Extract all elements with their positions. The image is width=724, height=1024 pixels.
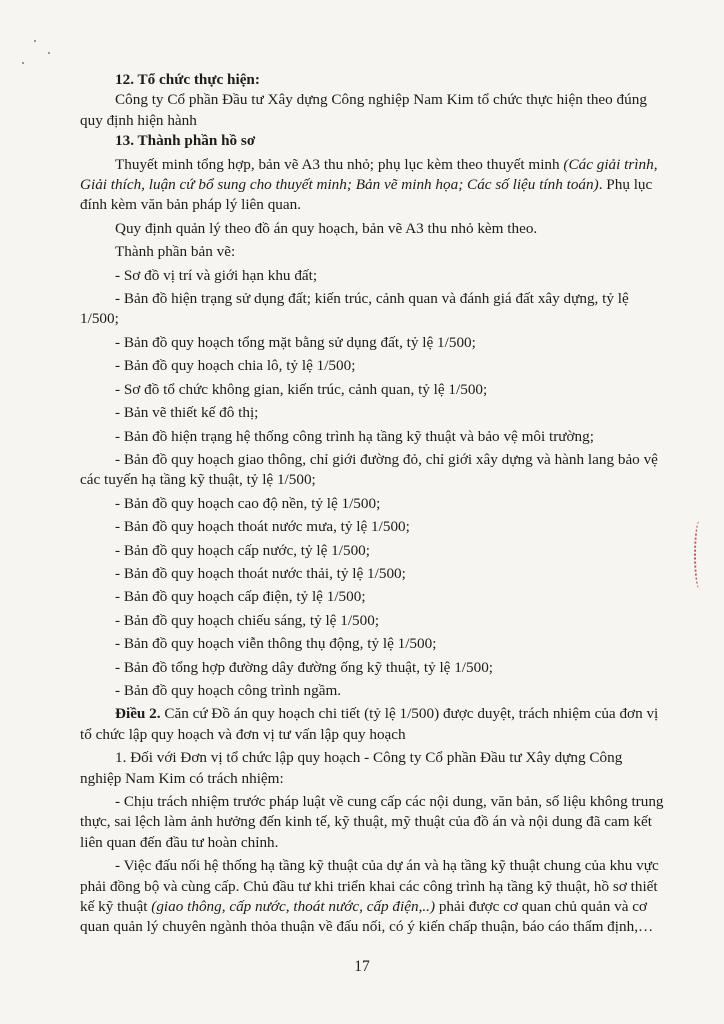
drawing-list [80, 266, 666, 702]
drawing-item: - Bản đồ hiện trạng sử dụng đất; kiến trúc, cảnh quan và đánh giá đất xây dựng, tỷ lệ 1/500; [80, 290, 629, 328]
article-2-item-1: 1. Đối với Đơn vị tổ chức lập quy hoạch - Công ty Cổ phần Đầu tư Xây dựng Công nghiệp Nam Kim có trách nhiệm: [80, 749, 623, 787]
scan-speck [34, 40, 36, 42]
drawing-item: - Bản đồ quy hoạch cấp điện, tỷ lệ 1/500; [115, 588, 366, 606]
drawing-item: - Bản đồ hiện trạng hệ thống công trình hạ tầng kỹ thuật và bảo vệ môi trường; [115, 427, 594, 445]
drawing-item: - Bản đồ quy hoạch thoát nước thải, tỷ lệ 1/500; [115, 564, 406, 582]
paragraph-text: . Phụ lục đính kèm văn bản pháp lý liên quan. [80, 176, 653, 214]
section-12-body: Công ty Cổ phần Đầu tư Xây dựng Công nghiệp Nam Kim tổ chức thực hiện theo đúng quy định hiện hành [80, 91, 647, 129]
section-12-heading: 12. Tổ chức thực hiện: [115, 71, 260, 88]
scan-speck [48, 52, 50, 54]
article-2-label: Điều 2. [115, 705, 161, 723]
drawing-item: - Sơ đồ vị trí và giới hạn khu đất; [115, 266, 318, 284]
article-2 [80, 704, 666, 745]
section-13-paragraph-1 [80, 155, 666, 216]
drawing-item: - Bản đồ tổng hợp đường dây đường ống kỹ thuật, tỷ lệ 1/500; [115, 658, 494, 676]
stamp-edge-mark [694, 520, 706, 590]
paragraph-text: phải được cơ quan chủ quản và cơ quan quản lý chuyên ngành thỏa thuận về đấu nối, có ý kiến chấp thuận, báo cáo thẩm định,… [80, 898, 654, 936]
drawing-item: - Bản đồ quy hoạch cao độ nền, tỷ lệ 1/500; [115, 494, 381, 512]
drawing-item: - Bản đồ quy hoạch thoát nước mưa, tỷ lệ 1/500; [115, 518, 410, 536]
drawing-item: - Bản đồ quy hoạch cấp nước, tỷ lệ 1/500; [115, 541, 370, 559]
paragraph-italic-text: (Các giải trình, Giải thích, luận cứ bổ sung cho thuyết minh; Bản vẽ minh họa; Các số liệu tính toán) [80, 155, 658, 194]
paragraph-text: - Việc đấu nối hệ thống hạ tầng kỹ thuật của dự án và hạ tầng kỹ thuật chung của khu vực phải đồng bộ và cùng cấp. Chủ đầu tư khi triển khai các công trình hạ tầng kỹ thuật, hồ sơ thiết kế kỹ thuật [80, 857, 659, 916]
drawing-item: - Bản đồ quy hoạch giao thông, chỉ giới đường đỏ, chỉ giới xây dựng và hành lang bảo vệ các tuyến hạ tầng kỹ thuật, tỷ lệ 1/500; [80, 450, 658, 489]
section-13-paragraph-2: Quy định quản lý theo đồ án quy hoạch, bản vẽ A3 thu nhỏ kèm theo. [115, 219, 538, 237]
drawing-item: - Bản vẽ thiết kế đô thị; [115, 404, 259, 422]
section-13-heading: 13. Thành phần hồ sơ [115, 132, 256, 150]
scan-speck [22, 62, 24, 64]
drawing-item: - Bản đồ quy hoạch chiếu sáng, tỷ lệ 1/500; [115, 611, 380, 629]
paragraph-text: Thuyết minh tổng hợp, bản vẽ A3 thu nhỏ; phụ lục kèm theo thuyết minh [115, 155, 564, 173]
section-13-paragraph-3: Thành phần bản vẽ: [115, 243, 236, 261]
page-number: 17 [354, 958, 370, 975]
drawing-item: - Sơ đồ tổ chức không gian, kiến trúc, cảnh quan, tỷ lệ 1/500; [115, 380, 488, 398]
drawing-item: - Bản đồ quy hoạch tổng mặt bằng sử dụng đất, tỷ lệ 1/500; [115, 333, 476, 351]
document-page [80, 70, 666, 938]
responsibility-1: - Chịu trách nhiệm trước pháp luật về cung cấp các nội dung, văn bản, số liệu không trung thực, sai lệch làm ảnh hưởng đến kinh tế, kỹ thuật, mỹ thuật của đồ án và nội dung đã cam kết liên quan đến đầu tư hoàn chỉnh. [80, 793, 664, 851]
drawing-item: - Bản đồ quy hoạch công trình ngầm. [115, 681, 342, 699]
paragraph-italic-text: (giao thông, cấp nước, thoát nước, cấp điện,..) [151, 898, 436, 916]
drawing-item: - Bản đồ quy hoạch viễn thông thụ động, tỷ lệ 1/500; [115, 635, 437, 653]
responsibility-2 [80, 856, 666, 938]
article-2-text: Căn cứ Đồ án quy hoạch chi tiết (tỷ lệ 1/500) được duyệt, trách nhiệm của đơn vị tổ chức lập quy hoạch và đơn vị tư vấn lập quy hoạch [80, 705, 659, 743]
drawing-item: - Bản đồ quy hoạch chia lô, tỷ lệ 1/500; [115, 357, 356, 375]
